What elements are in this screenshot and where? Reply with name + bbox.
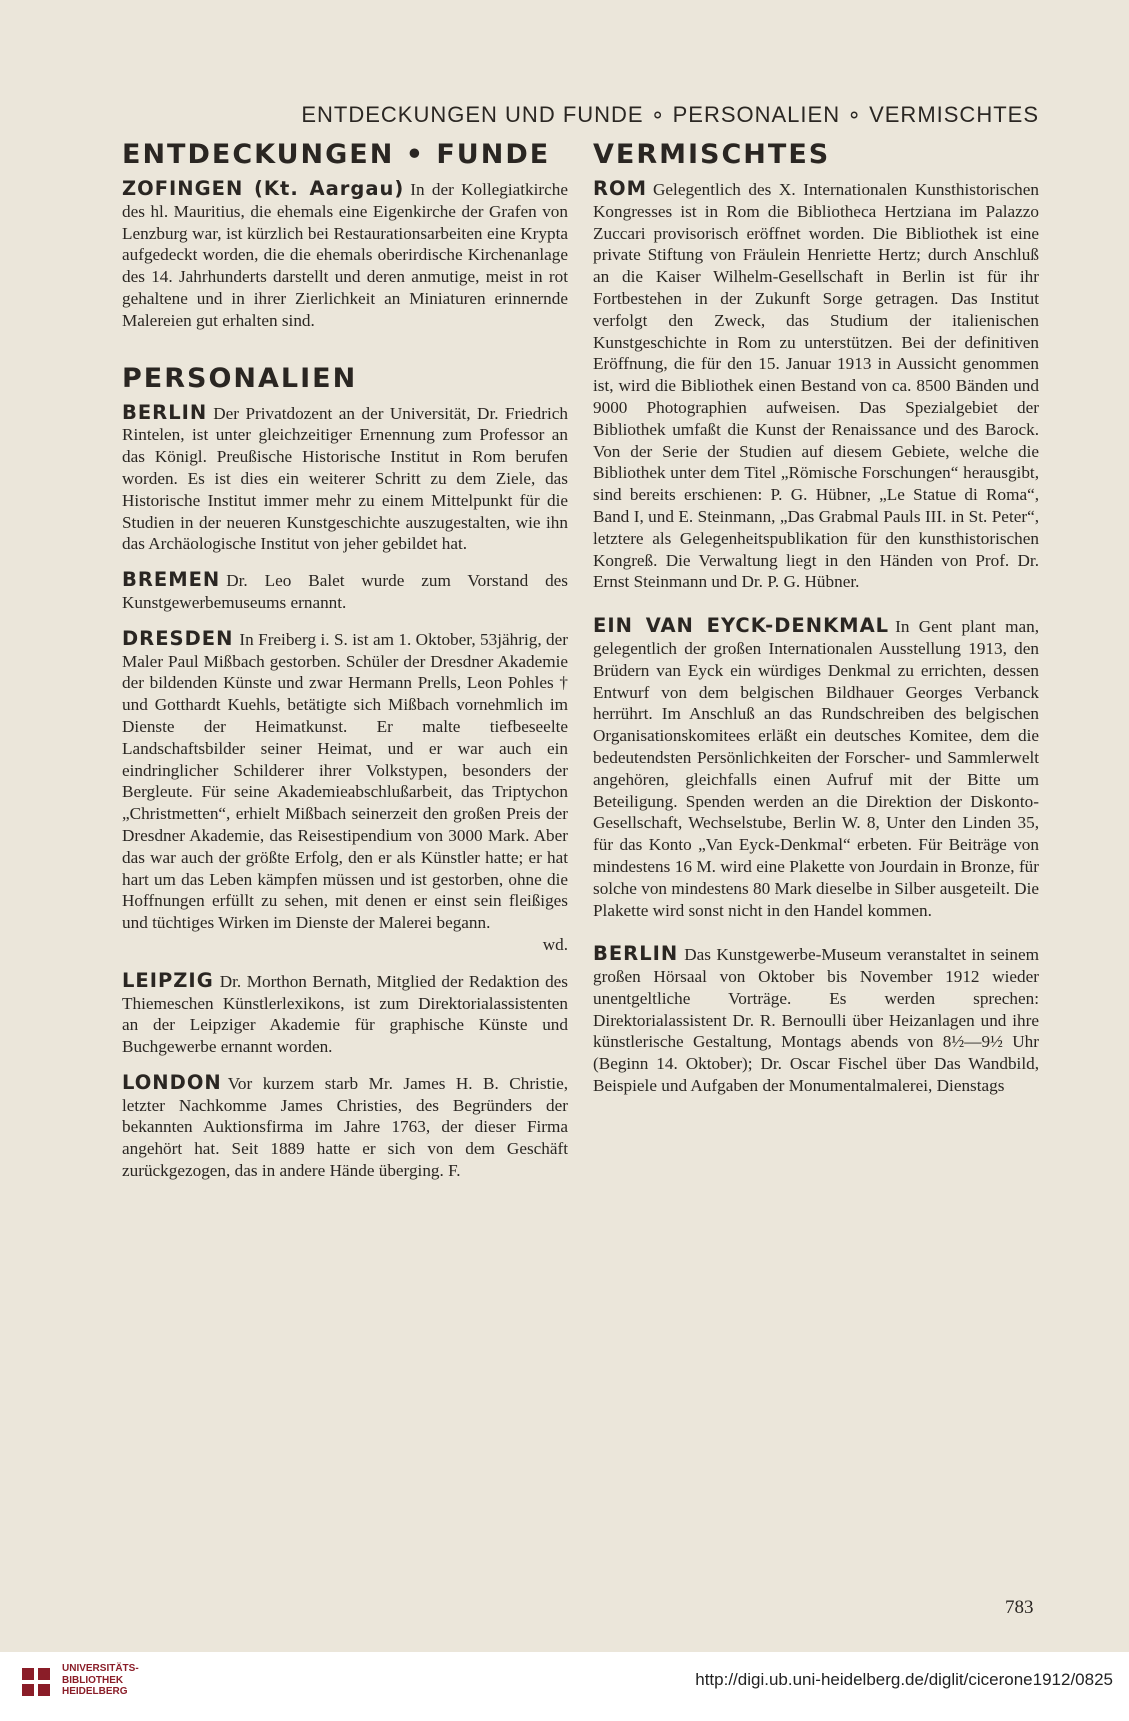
article-body: In Gent plant man, gelegentlich der großen Internationalen Ausstellung 1913, den Brüdern van Eyck ein würdiges Denkmal zu errichten, dessen Entwurf von dem belgischen Bildhauer Georges Verbanck herrührt. Im Anschluß an das Rundschreiben des belgischen Organisationskomitees erläßt ein deutsches Komitee, dem die bedeutendsten Persönlichkeiten der Forscher- und Sammlerwelt angehören, gleichfalls einen Aufruf mit der Bitte um Beteiligung. Spenden werden an die Direktion der Diskonto-Gesellschaft, Wechselstube, Berlin W. 8, Unter den Linden 35, für das Konto „Van Eyck-Denkmal“ erbeten. Für Beiträge von mindestens 16 M. wird eine Plakette von Jourdain in Bronze, für solche von mindestens 80 Mark dieselbe in Silber ausgeteilt. Die Plakette wird sonst nicht in den Handel kommen.	[593, 617, 1040, 920]
article-berlin-vermischtes	[593, 943, 1039, 1097]
article-heading: BERLIN	[593, 942, 679, 966]
article-dresden	[122, 628, 568, 956]
article-bremen	[122, 569, 568, 614]
article-signature: wd.	[542, 934, 568, 954]
article-london	[122, 1072, 568, 1182]
library-name	[62, 1663, 139, 1698]
article-heading: ROM	[593, 177, 647, 200]
article-heading: ZOFINGEN (Kt. Aargau)	[122, 177, 405, 200]
article-body: Vor kurzem starb Mr. James H. B. Christie, letzter Nachkomme James Christies, des Begründers der bekannten Auktionsfirma im Jahre 1763, der dieser Firma angehört hat. Seit 1889 hatte er sich von dem Geschäft zurückgezogen, das in andere Hände überging. F.	[122, 1073, 568, 1181]
library-name-line: HEIDELBERG	[62, 1686, 128, 1697]
right-column	[593, 138, 1039, 1111]
article-heading: DRESDEN	[122, 626, 234, 650]
article-body: Das Kunstgewerbe-Museum veranstaltet in seinem großen Hörsaal von Oktober bis November 1912 wieder unentgeltliche Vorträge. Es werden sprechen: Direktorialassistent Dr. R. Bernoulli über Heizanlagen und ihre künstlerische Gestaltung, Montags abends von 8½—9½ Uhr (Beginn 14. Oktober); Dr. Oscar Fischel über Das Wandbild, Beispiele und Aufgaben der Monumentalmalerei, Dienstags	[593, 945, 1039, 1096]
article-rom	[593, 178, 1039, 593]
library-seal-icon	[22, 1668, 50, 1696]
article-heading: LEIPZIG	[122, 968, 214, 992]
running-header: ENTDECKUNGEN UND FUNDE ∘ PERSONALIEN ∘ VERMISCHTES	[301, 102, 1039, 127]
section-title-entdeckungen: ENTDECKUNGEN • FUNDE	[122, 139, 551, 170]
article-body: Gelegentlich des X. Internationalen Kunsthistorischen Kongresses ist in Rom die Bibliotheca Hertziana im Palazzo Zuccari provisorisch eröffnet worden. Die Bibliothek ist eine private Stiftung von Fräulein Henriette Hertz; durch Anschluß an die Kaiser Wilhelm-Gesellschaft in Berlin ist für ihr Fortbestehen in der Zukunft Sorge getragen. Das Institut verfolgt den Zweck, das Studium der italienischen Kunstgeschichte in Rom zu unterstützen. Bei der definitiven Eröffnung, die für den 15. Januar 1913 in Aussicht genommen ist, wird die Bibliothek einen Bestand von ca. 8500 Bänden und 9000 Photographien aufweisen. Das Spezialgebiet der Bibliothek umfaßt die Kunst der Renaissance und des Barock. Von der Serie der Studien auf diesem Gebiete, welche die Bibliothek unter dem Titel „Römische Forschungen“ herausgibt, sind bereits erschienen: P. G. Hübner, „Le Statue di Roma“, Band I, und E. Steinmann, „Das Grabmal Pauls III. in St. Peter“, letztere als Gelegenheitspublikation für den kunsthistorischen Kongreß. Die Verwaltung liegt in den Händen von Prof. Dr. Ernst Steinmann und Dr. P. G. Hübner.	[593, 180, 1039, 592]
article-body: In Freiberg i. S. ist am 1. Oktober, 53jährig, der Maler Paul Mißbach gestorben. Schüler der Dresdner Akademie der bildenden Künste und zwar Hermann Prells, Leon Pohles † und Gotthardt Kuehls, betätigte sich Mißbach vornehmlich im Dienste der Heimatkunst. Er malte tiefbeseelte Landschaftsbilder seiner Heimat, und er war auch ein eindringlicher Schilderer ihrer Volkstypen, besonders der Bergleute. Für seine Akademieabschlußarbeit, das Triptychon „Christmetten“, erhielt Mißbach seinerzeit den großen Preis der Dresdner Akademie, das Reisestipendium von 3000 Mark. Aber das war auch der größte Erfolg, den er als Künstler hatte; er hat hart um das Leben kämpfen müssen und ist gestorben, ohne die Hoffnungen erfüllt zu sehen, mit denen er einst sein fleißiges und tüchtiges Wirken im Dienste der Malerei begann.	[122, 629, 568, 933]
library-name-line: UNIVERSITÄTS-	[62, 1663, 139, 1674]
article-heading: EIN VAN EYCK-DENKMAL	[593, 614, 890, 638]
source-url-link[interactable]: http://digi.ub.uni-heidelberg.de/diglit/cicerone1912/0825	[695, 1670, 1113, 1689]
left-column	[122, 138, 568, 1196]
article-body: Dr. Leo Balet wurde zum Vorstand des Kunstgewerbemuseums ernannt.	[122, 571, 568, 612]
article-body: Dr. Morthon Bernath, Mitglied der Redaktion des Thiemeschen Künstlerlexikons, ist zum Direktorialassistenten an der Leipziger Akademie für graphische Künste und Buchgewerbe ernannt worden.	[122, 971, 568, 1057]
section-title-vermischtes: VERMISCHTES	[593, 139, 831, 170]
library-name-line: BIBLIOTHEK	[62, 1674, 124, 1686]
page-number: 783	[1005, 1597, 1034, 1618]
article-heading: BREMEN	[122, 568, 221, 592]
article-body: In der Kollegiatkirche des hl. Mauritius, die ehemals eine Eigenkirche der Grafen von Lenzburg war, ist kürzlich bei Restaurationsarbeiten eine Krypta aufgedeckt worden, die die ehemals oberirdische Kirchenanlage des 14. Jahrhunderts darstellt und deren anmutige, meist in rot gehaltene und in ihrer Zierlichkeit an Miniaturen erinnernde Malereien gut erhalten sind.	[122, 180, 568, 330]
section-title-personalien: PERSONALIEN	[122, 362, 358, 394]
article-berlin-personalien	[122, 402, 568, 556]
article-zofingen	[122, 178, 568, 332]
article-van-eyck	[593, 615, 1039, 921]
article-leipzig	[122, 970, 568, 1058]
article-heading: BERLIN	[122, 400, 208, 424]
article-heading: LONDON	[122, 1070, 222, 1094]
footer-bar	[0, 1652, 1129, 1721]
article-body: Der Privatdozent an der Universität, Dr. Friedrich Rintelen, ist unter gleichzeitiger Ernennung zum Professor an das Königl. Preußische Historische Institut in Rom berufen worden. Es ist dies ein weiterer Schritt zu dem Ziele, das Historische Institut immer mehr zu einem Mittelpunkt für die Studien in der neueren Kunstgeschichte auszugestalten, wie ihn das Archäologische Institut von jeher gebildet hat.	[122, 403, 568, 554]
